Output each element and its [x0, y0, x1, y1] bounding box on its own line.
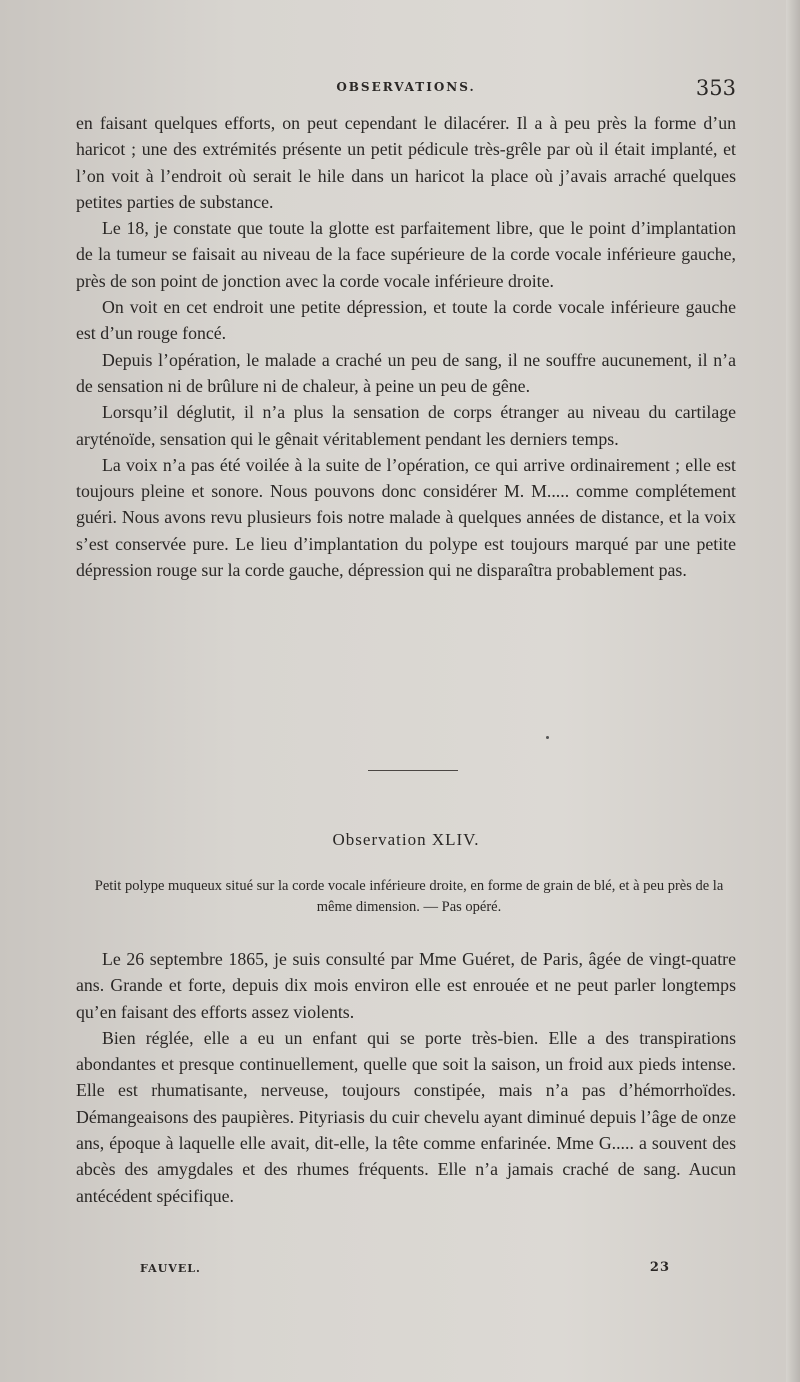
- section-divider: [368, 770, 458, 771]
- paragraph: Bien réglée, elle a eu un enfant qui se porte très-bien. Elle a des transpirations abondantes et presque continuellement, quelle que soit la saison, un froid aux pieds intense. Elle est rhumatisante, nerveuse, toujours constipée, mais n’a pas d’hémorrhoïdes. Démangeaisons des paupières. Pityriasis du cuir chevelu ayant diminué depuis l’âge de onze ans, époque à laquelle elle avait, dit-elle, la tête comme enfarinée. Mme G..... a souvent des abcès des amygdales et des rhumes fréquents. Elle n’a jamais craché de sang. Aucun antécédent spécifique.: [76, 1027, 736, 1206]
- author-signature: FAUVEL.: [140, 1262, 201, 1275]
- paragraph: Le 18, je constate que toute la glotte est parfaitement libre, que le point d’implantation de la tumeur se faisait au niveau de la face supérieure de la corde vocale inférieure gauche, près de son point de jonction avec la corde vocale inférieure droite.: [76, 218, 736, 291]
- paragraph: La voix n’a pas été voilée à la suite de l’opération, ce qui arrive ordinairement ; elle est toujours pleine et sonore. Nous pouvons donc considérer M. M..... comme complétement guéri. Nous avons revu plusieurs fois notre malade à quelques années de distance, et la voix s’est conservée pure. Le lieu d’implantation du polype est toujours marqué par une petite dépression rouge sur la corde gauche, dépression qui ne disparaîtra probablement pas.: [76, 454, 736, 581]
- page-header: [76, 76, 736, 104]
- page-number: 353: [695, 76, 736, 100]
- page-footer: [140, 1260, 670, 1280]
- paragraph: Depuis l’opération, le malade a craché un peu de sang, il ne souffre aucunement, il n’a de sensation ni de brûlure ni de chaleur, à peine un peu de gêne.: [76, 349, 736, 396]
- ink-speck: [546, 736, 549, 739]
- observation-continuation: [76, 110, 736, 583]
- signature-mark: 23: [649, 1260, 670, 1275]
- paragraph: Lorsqu’il déglutit, il n’a plus la sensation de corps étranger au niveau du cartilage aryténoïde, sensation qui le gênait véritablement pendant les derniers temps.: [76, 402, 736, 449]
- running-title: OBSERVATIONS.: [336, 80, 476, 94]
- observation-subtitle: Petit polype muqueux situé sur la corde vocale inférieure droite, en forme de grain de blé, et à peu près de la même dimension. — Pas opéré.: [94, 878, 724, 915]
- paragraph: en faisant quelques efforts, on peut cependant le dilacérer. Il a à peu près la forme d’un haricot ; une des extrémités présente un petit pédicule très-grêle par où il était implanté, et l’on voit à l’endroit où serait le hile dans un haricot la place où j’avais arraché quelques petites parties de substance.: [76, 113, 736, 212]
- paragraph: Le 26 septembre 1865, je suis consulté par Mme Guéret, de Paris, âgée de vingt-quatre ans. Grande et forte, depuis dix mois environ elle est enrouée et ne peut parler longtemps qu’en faisant des efforts assez violents.: [76, 949, 736, 1022]
- observation-heading: Observation XLIV.: [332, 830, 480, 849]
- paragraph: On voit en cet endroit une petite dépression, et toute la corde vocale inférieure gauche est d’un rouge foncé.: [76, 297, 736, 344]
- observation-body: [76, 946, 736, 1209]
- page-edge: [786, 0, 800, 1382]
